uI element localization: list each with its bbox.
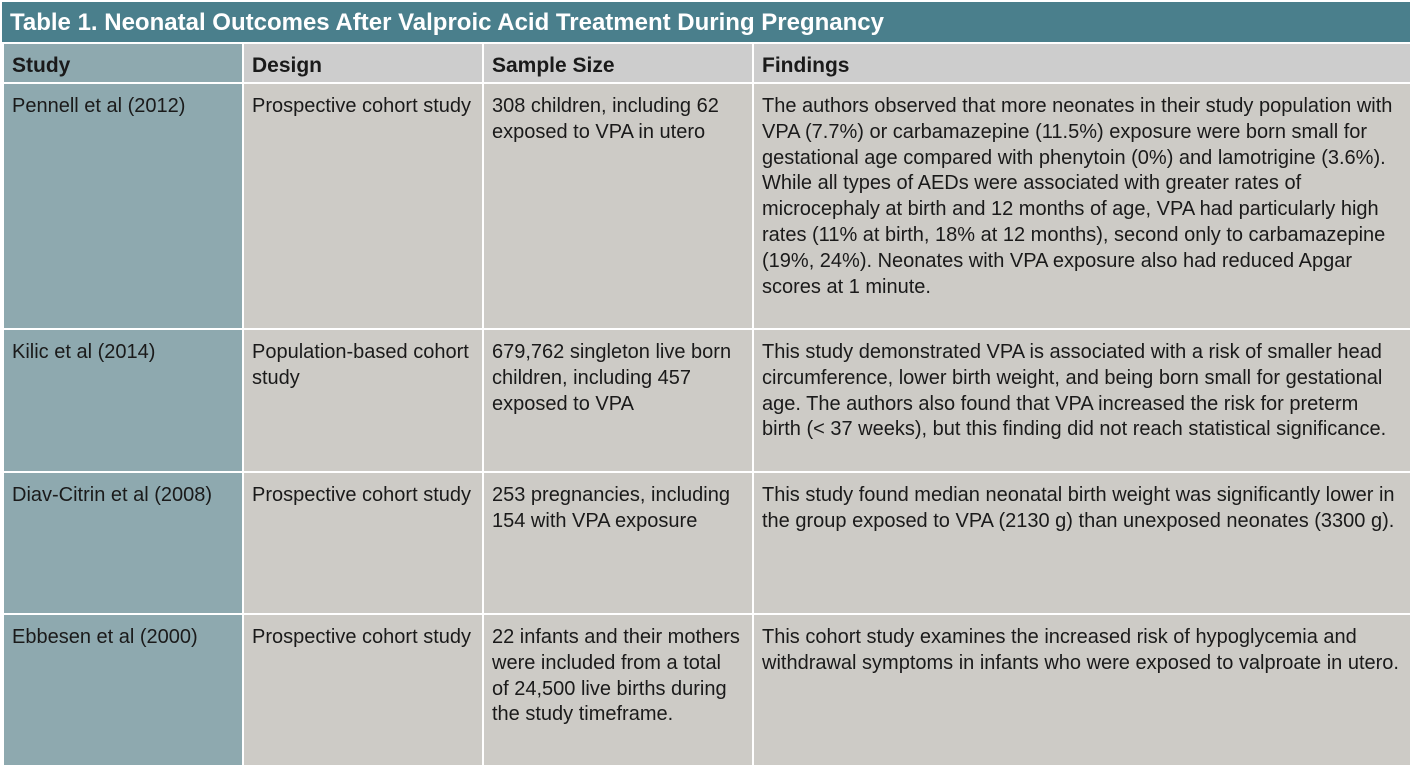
cell-study: Pennell et al (2012) xyxy=(3,83,243,329)
cell-design: Prospective cohort study xyxy=(243,472,483,614)
cell-study: Ebbesen et al (2000) xyxy=(3,614,243,766)
table-row xyxy=(3,329,1411,472)
cell-findings: This study found median neonatal birth weight was significantly lower in the group exposed to VPA (2130 g) than unexposed neonates (3300 g). xyxy=(753,472,1411,614)
outcomes-table xyxy=(2,42,1412,767)
header-study: Study xyxy=(3,43,243,83)
table-header-row xyxy=(3,43,1411,83)
table-row xyxy=(3,83,1411,329)
table-row xyxy=(3,614,1411,766)
header-sample-size: Sample Size xyxy=(483,43,753,83)
cell-findings: The authors observed that more neonates in their study population with VPA (7.7%) or carbamazepine (11.5%) exposure were born small for gestational age compared with phenytoin (0%) and lamotrigine (3.6%). While all types of AEDs were associated with greater rates of microcephaly at birth and 12 months of age, VPA had particularly high rates (11% at birth, 18% at 12 months), second only to carbamazepine (19%, 24%). Neonates with VPA exposure also had reduced Apgar scores at 1 minute. xyxy=(753,83,1411,329)
cell-findings: This cohort study examines the increased risk of hypoglycemia and withdrawal symptoms in infants who were exposed to valproate in utero. xyxy=(753,614,1411,766)
cell-sample-size: 679,762 singleton live born children, including 457 exposed to VPA xyxy=(483,329,753,472)
cell-study: Diav-Citrin et al (2008) xyxy=(3,472,243,614)
header-findings: Findings xyxy=(753,43,1411,83)
cell-design: Population-based cohort study xyxy=(243,329,483,472)
cell-sample-size: 22 infants and their mothers were included from a total of 24,500 live births during the study timeframe. xyxy=(483,614,753,766)
cell-design: Prospective cohort study xyxy=(243,614,483,766)
table-title: Table 1. Neonatal Outcomes After Valproic Acid Treatment During Pregnancy xyxy=(2,2,1410,42)
cell-study: Kilic et al (2014) xyxy=(3,329,243,472)
cell-findings: This study demonstrated VPA is associated with a risk of smaller head circumference, lower birth weight, and being born small for gestational age. The authors also found that VPA increased the risk for preterm birth (< 37 weeks), but this finding did not reach statistical significance. xyxy=(753,329,1411,472)
header-design: Design xyxy=(243,43,483,83)
cell-sample-size: 253 pregnancies, including 154 with VPA exposure xyxy=(483,472,753,614)
cell-design: Prospective cohort study xyxy=(243,83,483,329)
cell-sample-size: 308 children, including 62 exposed to VPA in utero xyxy=(483,83,753,329)
table-row xyxy=(3,472,1411,614)
